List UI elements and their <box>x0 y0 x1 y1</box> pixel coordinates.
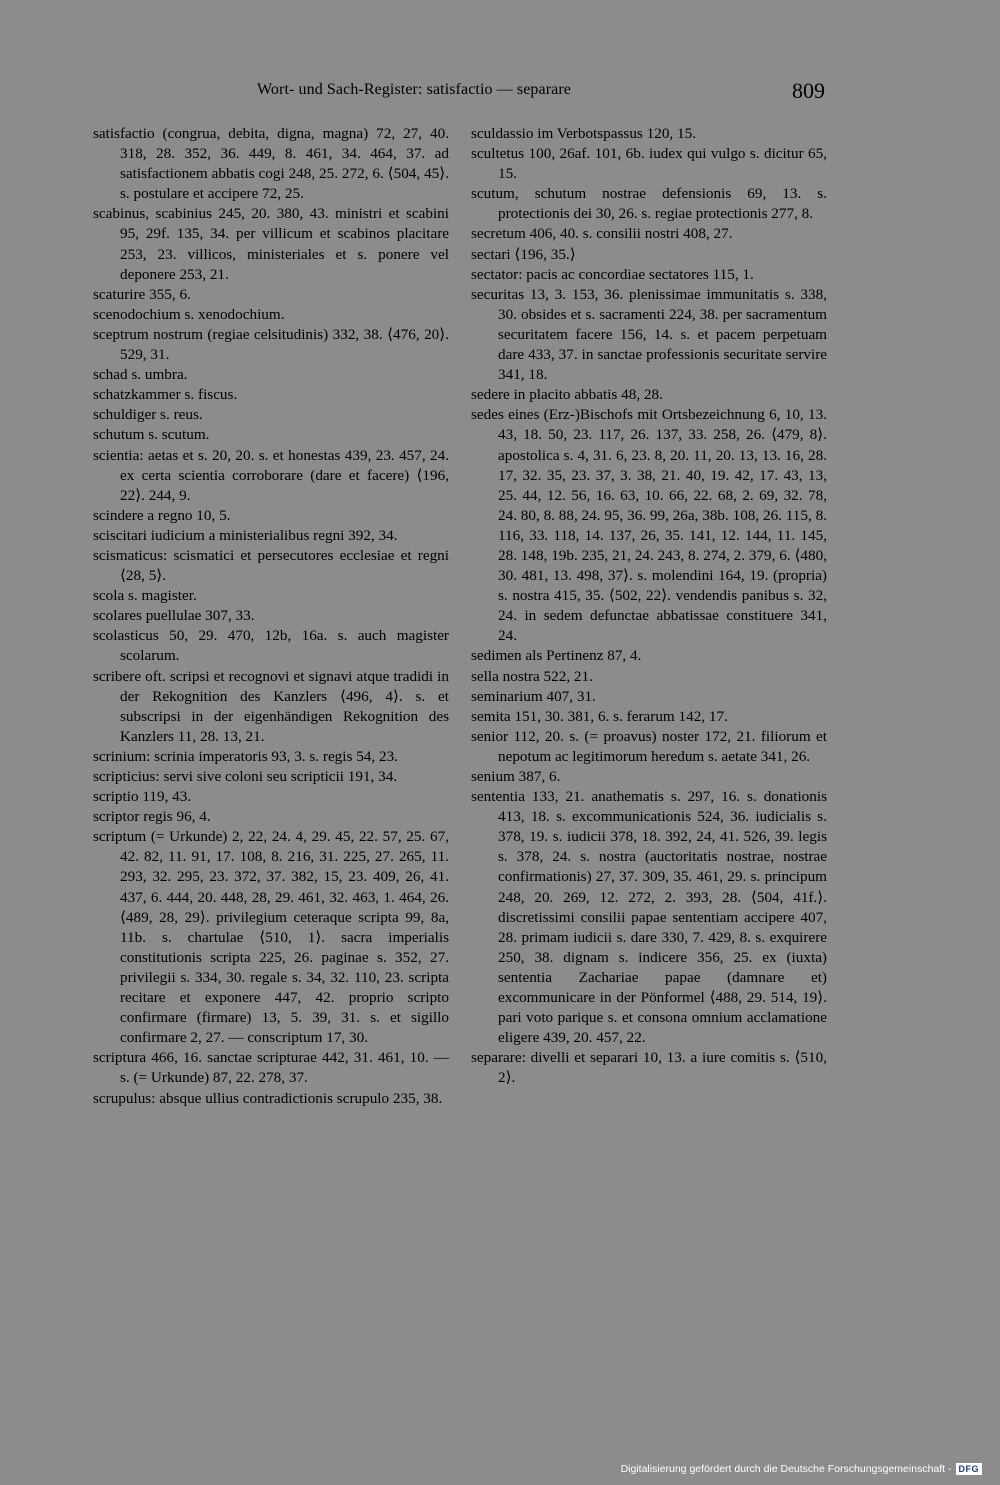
index-entry: scriptio 119, 43. <box>93 788 192 806</box>
index-entry: senium 387, 6. <box>471 768 561 785</box>
index-entry: scindere a regno 10, 5. <box>93 506 231 524</box>
index-entry: seminarium 407, 31. <box>471 687 596 705</box>
index-entry: satisfactio (congrua, debita, digna, magna) 72, 27, 40. 318, 28. 352, 36. 449, 8. 461, 34. 464, 37. ad satisfactionem abbatis cogi 248, 25. 272, 6. ⟨504, 45⟩. s. postulare et accipere 72, 25. <box>93 125 449 203</box>
index-entry: scrinium: scrinia imperatoris 93, 3. s. regis 54, 23. <box>93 747 398 765</box>
index-entry: sectari ⟨196, 35.⟩ <box>471 245 576 263</box>
index-entry: schutum s. scutum. <box>93 426 210 444</box>
index-entry: scultetus 100, 26af. 101, 6b. iudex qui vulgo s. dicitur 65, 15. <box>471 145 827 183</box>
page-number: 809 <box>792 78 825 103</box>
index-entry: senior 112, 20. s. (= proavus) noster 172, 21. filiorum et nepotum ac legitimorum heredum s. aetate 341, 26. <box>471 727 827 765</box>
index-entry: scola s. magister. <box>93 587 197 605</box>
index-entry: scenodochium s. xenodochium. <box>93 305 285 323</box>
index-entry: schuldiger s. reus. <box>93 406 203 424</box>
credit-text: Digitalisierung gefördert durch die Deutsche Forschungsgemeinschaft - <box>620 1463 952 1475</box>
index-entry: scriptum (= Urkunde) 2, 22, 24. 4, 29. 45, 22. 57, 25. 67, 42. 82, 11. 91, 17. 108, 8. 216, 31. 225, 27. 265, 11. 293, 32. 295, 23. 372, 37. 382, 15, 23. 409, 26, 41. 437, 6. 444, 20. 448, 28, 29. 461, 32. 463, 1. 464, 26. ⟨489, 28, 29⟩. privilegium ceteraque scripta 99, 8a, 11b. s. chartulae ⟨510, 1⟩. sacra imperialis constitutionis scripta 225, 26. paginae s. 352, 27. privilegii s. 334, 30. regale s. 34, 32. 110, 23. scripta recitare et exponere 447, 42. proprio scripto confirmare (firmare) 13, 5. 39, 31. s. et sigillo confirmare 2, 27. — conscriptum 17, 30. <box>93 828 449 1047</box>
left-column <box>93 124 449 1109</box>
index-entry: scrupulus: absque ullius contradictionis scrupulo 235, 38. <box>93 1089 443 1107</box>
index-entry: scientia: aetas et s. 20, 20. s. et honestas 439, 23. 457, 24. ex certa scientia corroborare (dare et facere) ⟨196, 22⟩. 244, 9. <box>93 446 449 504</box>
index-entry: separare: divelli et separari 10, 13. a iure comitis s. ⟨510, 2⟩. <box>471 1049 827 1087</box>
index-entry: scolasticus 50, 29. 470, 12b, 16a. s. auch magister scolarum. <box>93 627 449 665</box>
index-entry: scribere oft. scripsi et recognovi et signavi atque tradidi in der Rekognition des Kanzlers ⟨496, 4⟩. s. et subscripsi in der eigenhändigen Rekognition des Kanzlers 11, 28. 13, 21. <box>93 667 449 745</box>
index-entry: scismaticus: scismatici et persecutores ecclesiae et regni ⟨28, 5⟩. <box>93 546 449 585</box>
index-entry: sedere in placito abbatis 48, 28. <box>471 386 663 404</box>
index-entry: sciscitari iudicium a ministerialibus regni 392, 34. <box>93 526 398 544</box>
index-entry: scaturire 355, 6. <box>93 285 191 303</box>
index-entry: schad s. umbra. <box>93 366 188 384</box>
index-entry: sententia 133, 21. anathematis s. 297, 16. s. donationis 413, 18. s. excommunicationis 524, 36. iudicialis s. 378, 19. s. iudicii 378, 18. 392, 24, 41. 526, 39. legis s. 378, 24. s. nostra (auctoritatis nostrae, nostrae confirmationis) 27, 37. 309, 35. 461, 29. s. principum 248, 20. 269, 12. 272, 2. 393, 28. ⟨504, 41f.⟩. discretissimi consilii papae sententiam accipere 407, 28. primam iudicii s. dare 330, 7. 429, 8. s. exquirere 250, 38. dignam s. indicere 356, 25. ex (iuxta) sententia Zachariae papae (damnare et) excommunicare in der Pönformel ⟨488, 29. 514, 19⟩. pari voto parique s. et consona omnium acclamatione eligere 439, 20. 457, 22. <box>471 788 827 1047</box>
index-entry: scutum, schutum nostrae defensionis 69, 13. s. protectionis dei 30, 26. s. regiae protectionis 277, 8. <box>471 185 827 223</box>
index-entry: sedimen als Pertinenz 87, 4. <box>471 647 642 665</box>
index-entry: sella nostra 522, 21. <box>471 667 593 685</box>
index-entry: sectator: pacis ac concordiae sectatores 115, 1. <box>471 265 754 283</box>
index-entry: sceptrum nostrum (regiae celsitudinis) 332, 38. ⟨476, 20⟩. 529, 31. <box>93 325 449 364</box>
index-entry: scriptor regis 96, 4. <box>93 808 211 826</box>
index-entry: sedes eines (Erz-)Bischofs mit Ortsbezeichnung 6, 10, 13. 43, 18. 50, 23. 117, 26. 137, 33. 258, 26. ⟨479, 8⟩. apostolica s. 4, 31. 6, 23. 8, 20. 11, 20. 13, 13. 16, 28. 17, 32. 35, 23. 37, 3. 38, 21. 40, 19. 42, 17. 43, 13, 25. 44, 12. 56, 16. 63, 10. 66, 22. 68, 2. 69, 32. 78, 24. 80, 8. 88, 24. 95, 36. 99, 26a, 38b. 108, 26. 115, 8. 116, 33. 118, 14. 137, 26, 35. 141, 12. 144, 11. 145, 28. 148, 19b. 235, 21, 24. 243, 8. 274, 2. 379, 6. ⟨480, 30. 481, 13. 498, 37⟩. s. molendini 164, 19. (propria) s. nostra 415, 35. ⟨502, 22⟩. vendendis panibus s. 32, 24. in sedem defunctae abbatissae constituere 341, 24. <box>471 406 827 645</box>
dfg-logo: DFG <box>956 1463 983 1475</box>
index-entry: securitas 13, 3. 153, 36. plenissimae immunitatis s. 338, 30. obsides et s. sacramenti 224, 38. per sacramentum securitatem facere 156, 14. s. et pacem perpetuam dare 433, 37. in sanctae professionis securitate servire 341, 18. <box>471 285 827 384</box>
index-entry: scabinus, scabinius 245, 20. 380, 43. ministri et scabini 95, 29f. 135, 34. per villicum et scabinos placitare 253, 23. villicos, ministeriales et s. ponere vel deponere 253, 21. <box>93 205 449 283</box>
right-column <box>471 124 827 1089</box>
index-entry: schatzkammer s. fiscus. <box>93 386 238 404</box>
page-title: Wort- und Sach-Register: satisfactio — separare <box>257 81 571 98</box>
index-entry: semita 151, 30. 381, 6. s. ferarum 142, 17. <box>471 707 728 725</box>
digitization-credit <box>621 1463 982 1475</box>
index-entry: scripticius: servi sive coloni seu scripticii 191, 34. <box>93 768 398 785</box>
index-entry: secretum 406, 40. s. consilii nostri 408, 27. <box>471 225 733 243</box>
running-head <box>93 78 825 106</box>
index-entry: sculdassio im Verbotspassus 120, 15. <box>471 125 697 142</box>
index-entry: scriptura 466, 16. sanctae scripturae 442, 31. 461, 10. — s. (= Urkunde) 87, 22. 278, 37. <box>93 1049 449 1087</box>
index-entry: scolares puellulae 307, 33. <box>93 607 255 625</box>
